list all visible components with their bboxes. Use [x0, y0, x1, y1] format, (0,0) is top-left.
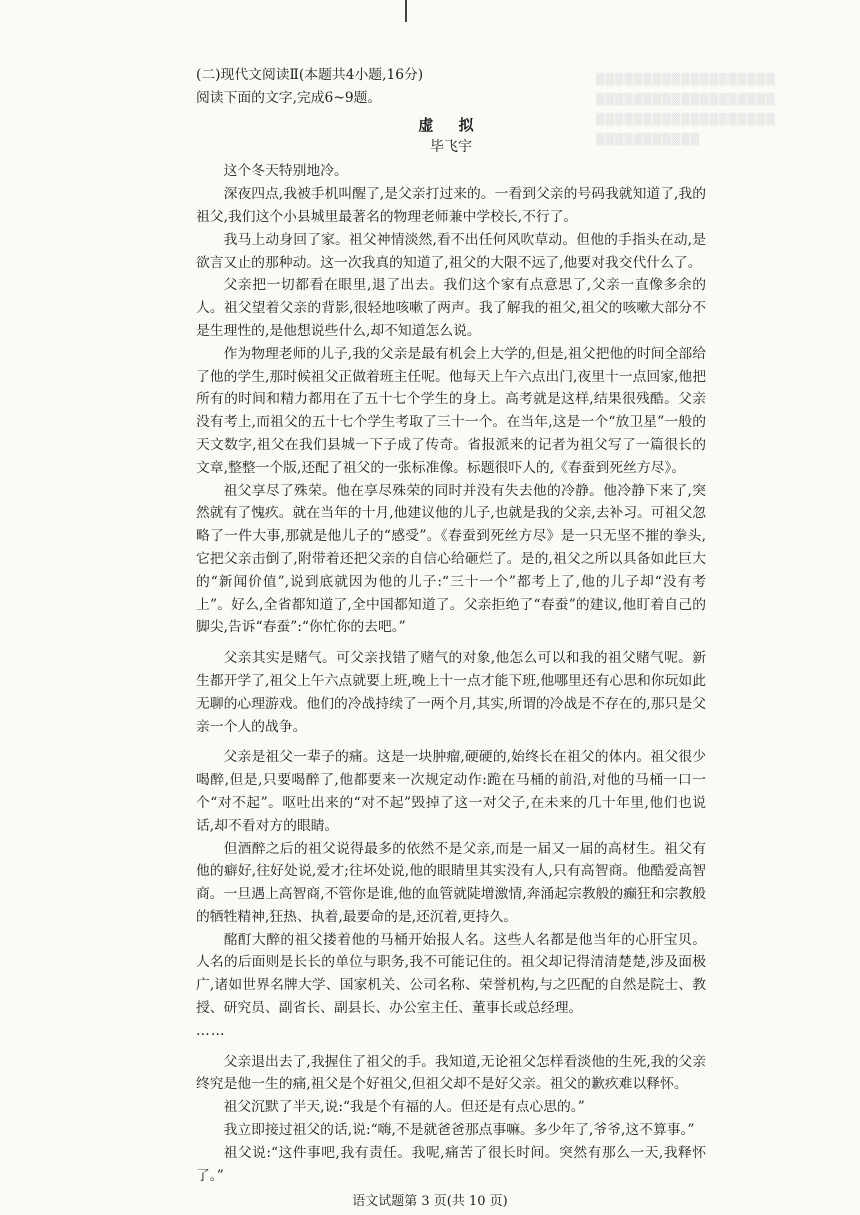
ellipsis: …… — [196, 1022, 226, 1039]
paragraph: 但酒醉之后的祖父说得最多的依然不是父亲,而是一届又一届的高材生。祖父有他的癖好,往好处说,爱才;往坏处说,他的眼睛里其实没有人,只有高智商。他酷爱高智商。一旦遇上高智商,不管你是谁,他的血管就陡增激情,奔涌起宗教般的癫狂和宗教般的牺牲精神,狂热、执着,最要命的是,还沉着,更持久。 — [196, 840, 706, 925]
paragraph: 我马上动身回了家。祖父神情淡然,看不出任何风吹草动。但他的手指头在动,是欲言又止的那种动。这一次我真的知道了,祖父的大限不远了,他要对我交代什么了。 — [196, 231, 706, 271]
paragraph: 这个冬天特别地冷。 — [223, 163, 348, 180]
page-footer: 语文试题第 3 页(共 10 页) — [352, 1194, 508, 1209]
article-author: 毕飞宇 — [430, 138, 472, 155]
paragraph: 父亲退出去了,我握住了祖父的手。我知道,无论祖父怎样看淡他的生死,我的父亲终究是他一生的痛,祖父是个好祖父,但祖父却不是好父亲。祖父的歉疚难以释怀。 — [196, 1053, 706, 1093]
paragraph: 深夜四点,我被手机叫醒了,是父亲打过来的。一看到父亲的号码我就知道了,我的祖父,我们这个小县城里最著名的物理老师兼中学校长,不行了。 — [196, 186, 706, 225]
paragraph: 祖父说:“这件事吧,我有责任。我呢,痛苦了很长时间。突然有那么一天,我释怀了。” — [196, 1144, 706, 1184]
paragraph: 作为物理老师的儿子,我的父亲是最有机会上大学的,但是,祖父把他的时间全部给了他的学生,那时候祖父正做着班主任呢。他每天上午六点出门,夜里十一点回家,他把所有的时间和精力都用在了五十七个学生的身上。高考就是这样,结果很残酷。父亲没有考上,而祖父的五十七个学生考取了三十一个。在当年,这是一个“放卫星”一般的天文数字,祖父在我们县城一下子成了传奇。省报派来的记者为祖父写了一篇很长的文章,整整一个版,还配了祖父的一张标准像。标题很吓人的,《春蚕到死丝方尽》。 — [196, 345, 706, 476]
paragraph: 父亲是祖父一辈子的痛。这是一块肿瘤,硬硬的,始终长在祖父的体内。祖父很少喝醉,但是,只要喝醉了,他都要来一次规定动作:跪在马桶的前沿,对他的马桶一口一个“对不起”。呕吐出来的“对不起”毁掉了这一对父子,在未来的几十年里,他们也说话,却不看对方的眼睛。 — [196, 749, 706, 834]
document-page — [196, 64, 706, 1187]
instruction: 阅读下面的文字,完成6~9题。 — [196, 89, 382, 106]
paragraph: 我立即接过祖父的话,说:“嗨,不是就爸爸那点事嘛。多少年了,爷爷,这不算事。” — [223, 1122, 695, 1139]
article-title: 虚 拟 — [418, 115, 484, 134]
paragraph: 祖父享尽了殊荣。他在享尽殊荣的同时并没有失去他的冷静。他冷静下来了,突然就有了愧疚。就在当年的十月,他建议他的儿子,也就是我的父亲,去补习。可祖父忽略了一件大事,那就是他儿子的“感受”。《春蚕到死丝方尽》是一只无坚不摧的拳头,它把父亲击倒了,附带着还把父亲的自信心给砸烂了。是的,祖父之所以具备如此巨大的“新闻价值”,说到底就因为他的儿子:“三十一个”都考上了,他的儿子却“没有考上”。好么,全省都知道了,全中国都知道了。父亲拒绝了“春蚕”的建议,他盯着自己的脚尖,告诉“春蚕”:“你忙你的去吧。” — [196, 482, 706, 636]
paragraph: 父亲把一切都看在眼里,退了出去。我们这个家有点意思了,父亲一直像多余的人。祖父望着父亲的背影,很轻地咳嗽了两声。我了解我的祖父,祖父的咳嗽大部分不是生理性的,是他想说些什么,却不知道怎么说。 — [196, 277, 706, 339]
paragraph: 酩酊大醉的祖父搂着他的马桶开始报人名。这些人名都是他当年的心肝宝贝。人名的后面则是长长的单位与职务,我不可能记住的。祖父却记得清清楚楚,涉及面极广,诸如世界名牌大学、国家机关、公司名称、荣誉机构,与之匹配的自然是院士、教授、研究员、副省长、副县长、办公室主任、董事长或总经理。 — [196, 931, 706, 1017]
bleed-through-text: ▒▒▒▒▒▒▒▒▒▒▒▒▒▒▒▒▒▒▒ ▒▒▒▒▒▒▒▒▒▒▒▒▒▒▒▒▒▒▒ ▒▒▒▒▒▒▒▒▒▒▒▒▒▒▒▒▒▒▒ ▒▒▒▒▒▒▒▒▒▒▒ — [596, 73, 776, 146]
binding-line — [405, 0, 407, 22]
paragraph: 祖父沉默了半天,说:“我是个有福的人。但还是有点心思的。” — [223, 1099, 585, 1116]
section-heading: (二)现代文阅读Ⅱ(本题共4小题,16分) — [196, 67, 424, 83]
paragraph: 父亲其实是赌气。可父亲找错了赌气的对象,他怎么可以和我的祖父赌气呢。新生都开学了,祖父上午六点就要上班,晚上十一点才能下班,他哪里还有心思和你玩如此无聊的心理游戏。他们的冷战持续了一两个月,其实,所谓的冷战是不存在的,那只是父亲一个人的战争。 — [196, 650, 706, 735]
